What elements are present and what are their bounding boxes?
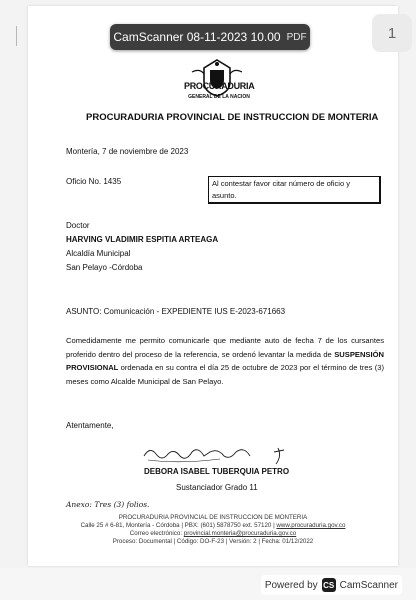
oficio-number: Oficio No. 1435 (66, 177, 122, 186)
body-bold: SUSPENSIÓN PROVISIONAL (66, 349, 384, 372)
page-number-badge[interactable]: 1 (372, 14, 412, 52)
file-type-label: PDF (286, 31, 307, 43)
powered-by-label: Powered by (264, 579, 318, 591)
org-name-line1: PROCURADURIA (184, 81, 255, 91)
document-page (28, 6, 398, 566)
footer-address-text: Calle 25 # 6-81, Montería - Córdoba | PBX: (601) 5878750 ext. 57120 | (80, 522, 277, 529)
powered-by-badge[interactable] (261, 575, 402, 595)
footer-email-label: Correo electrónico: (129, 530, 184, 537)
salutation: Doctor (66, 221, 90, 230)
recipient-city: San Pelayo -Córdoba (66, 263, 143, 272)
footer-email-link[interactable]: provincial.monteria@procuraduria.gov.co (183, 530, 297, 537)
org-name (184, 82, 254, 91)
footer-address (48, 522, 378, 530)
viewer-footer-bar (0, 568, 416, 600)
signer-role: Sustanciador Grado 11 (176, 483, 258, 492)
footer-email (48, 530, 378, 538)
closing: Atentamente, (66, 421, 114, 430)
org-subtitle: GENERAL DE LA NACION (188, 94, 250, 100)
file-title: CamScanner 08-11-2023 10.00 (113, 30, 281, 44)
body-part1: Comedidamente me permito comunicarle que mediante auto de fecha 7 de los cursantes proferido dentro del proceso de la referencia, se ordenó levantar la medida de (66, 336, 384, 359)
handwritten-signature (140, 442, 290, 468)
footer-website-link[interactable]: www.procuraduria.gov.co (276, 522, 346, 529)
camscanner-logo-icon: CS (322, 578, 336, 592)
recipient-office: Alcaldía Municipal (66, 249, 131, 258)
recipient-name: HARVING VLADIMIR ESPITIA ARTEAGA (66, 235, 219, 244)
annex-note: Anexo: Tres (3) folios. (66, 500, 150, 509)
cite-note-box: Al contestar favor citar número de oficio y asunto. (208, 176, 381, 204)
footer-process: Proceso: Documental | Código: DO-F-23 | Versión: 2 | Fecha: 01/12/2022 (112, 538, 314, 545)
brand-name: CamScanner (339, 579, 398, 591)
asunto-line: ASUNTO: Comunicación - EXPEDIENTE IUS E-2023-671663 (66, 307, 286, 316)
document-heading: PROCURADURIA PROVINCIAL DE INSTRUCCION DE MONTERIA (86, 112, 379, 123)
footer-org: PROCURADURIA PROVINCIAL DE INSTRUCCION DE MONTERIA (118, 514, 308, 521)
body-part2: ordenada en su contra el día 25 de octubre de 2023 por el término de tres (3) meses como Alcalde Municipal de San Pelayo. (66, 363, 384, 386)
file-title-pill[interactable] (110, 24, 310, 50)
signer-name: DEBORA ISABEL TUBERQUIA PETRO (144, 467, 290, 476)
sidebar-edge (16, 26, 17, 46)
letter-date: Montería, 7 de noviembre de 2023 (66, 147, 189, 156)
letter-body (66, 334, 384, 388)
